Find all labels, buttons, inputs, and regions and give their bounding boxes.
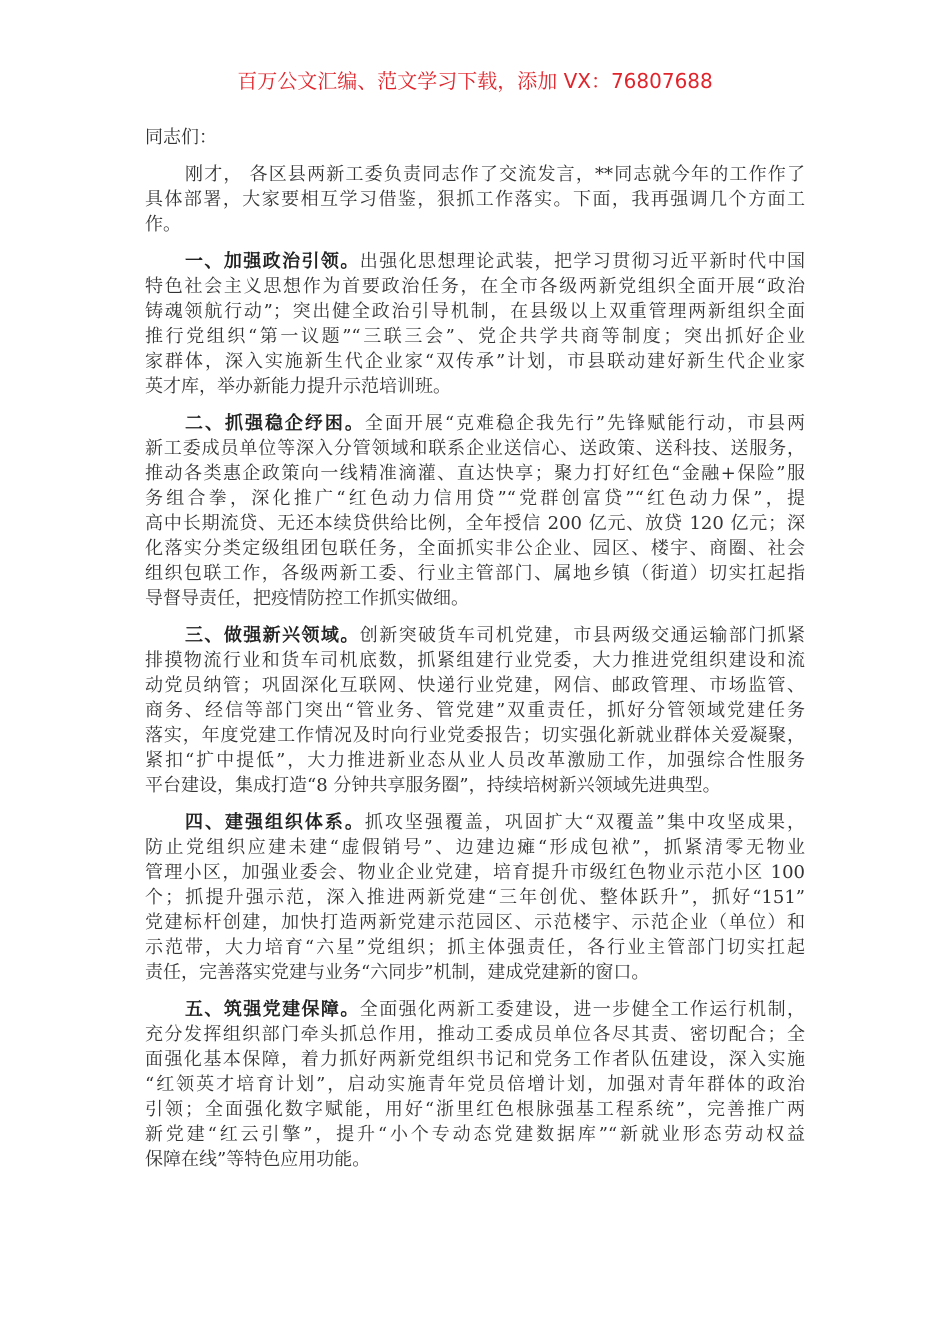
line-text: 英才库，举办新能力提升示范培训班。 bbox=[145, 376, 451, 397]
line-text: 全面开展“克难稳企我先行”先锋赋能行动，市县两 bbox=[364, 413, 806, 434]
line-text: 创新突破货车司机党建，市县两级交通运输部门抓紧 bbox=[359, 625, 806, 646]
line-text: 保障在线”等特色应用功能。 bbox=[145, 1149, 371, 1170]
line-text: 落实，年度党建工作情况及时向行业党委报告；切实强化新就业群体关爱凝聚， bbox=[145, 725, 805, 746]
line-text: 引领；全面强化数字赋能，用好“浙里红色根脉强基工程系统”，完善推广两 bbox=[145, 1099, 805, 1120]
paragraph-line bbox=[145, 860, 805, 885]
line-text: 防止党组织应建未建“虚假销号”、边建边瘫“形成包袱”，抓紧清零无物业 bbox=[145, 837, 805, 858]
paragraph-line bbox=[145, 698, 805, 723]
line-text: 具体部署，大家要相互学习借鉴，狠抓工作落实。下面，我再强调几个方面工 bbox=[145, 189, 805, 210]
paragraph bbox=[145, 411, 805, 611]
paragraph-line bbox=[145, 1097, 805, 1122]
line-text: 出强化思想理论武装，把学习贯彻习近平新时代中国 bbox=[359, 251, 806, 272]
paragraph-line bbox=[145, 249, 805, 274]
paragraph-line bbox=[145, 274, 805, 299]
line-text: 推行党组织“第一议题”“三联三会”、党企共学共商等制度；突出抓好企业 bbox=[145, 326, 805, 347]
paragraph-line bbox=[145, 835, 805, 860]
line-text: 刚才， 各区县两新工委负责同志作了交流发言，**同志就今年的工作作了 bbox=[185, 164, 805, 185]
line-text: 新党建“红云引擎”，提升“小个专动态党建数据库”“新就业形态劳动权益 bbox=[145, 1124, 805, 1145]
paragraph-line bbox=[145, 648, 805, 673]
paragraph-line bbox=[145, 673, 805, 698]
line-text: 全面强化两新工委建设，进一步健全工作运行机制， bbox=[359, 999, 806, 1020]
line-text: 推动各类惠企政策向一线精准滴灌、直达快享；聚力打好红色“金融+保险”服 bbox=[145, 463, 805, 484]
document-body bbox=[145, 125, 805, 1184]
paragraph-line bbox=[145, 586, 805, 611]
line-text: 化落实分类定级组团包联任务，全面抓实非公企业、园区、楼宇、商圈、社会 bbox=[145, 538, 805, 559]
line-text: 高中长期流贷、无还本续贷供给比例，全年授信 200 亿元、放贷 120 亿元；深 bbox=[145, 513, 805, 534]
paragraph-line bbox=[145, 773, 805, 798]
paragraph-line bbox=[145, 561, 805, 586]
section-heading: 三、做强新兴领域。 bbox=[185, 625, 360, 646]
paragraph-line bbox=[145, 935, 805, 960]
paragraph-line bbox=[145, 436, 805, 461]
paragraph-line bbox=[145, 324, 805, 349]
paragraph-line bbox=[145, 162, 805, 187]
line-text: 充分发挥组织部门牵头抓总作用，推动工委成员单位各尽其责、密切配合；全 bbox=[145, 1024, 805, 1045]
paragraph bbox=[145, 162, 805, 237]
paragraph-line bbox=[145, 748, 805, 773]
paragraph-line bbox=[145, 810, 805, 835]
paragraph-line bbox=[145, 536, 805, 561]
line-text: 铸魂领航行动”；突出健全政治引导机制，在县级以上双重管理两新组织全面 bbox=[145, 301, 805, 322]
paragraph-line bbox=[145, 187, 805, 212]
line-text: 家群体，深入实施新生代企业家“双传承”计划，市县联动建好新生代企业家 bbox=[145, 351, 805, 372]
line-text: 排摸物流行业和货车司机底数，抓紧组建行业党委，大力推进党组织建设和流 bbox=[145, 650, 805, 671]
paragraphs bbox=[145, 162, 805, 1172]
paragraph bbox=[145, 997, 805, 1172]
line-text: 示范带，大力培育“六星”党组织；抓主体强责任，各行业主管部门切实扛起 bbox=[145, 937, 805, 958]
paragraph-line bbox=[145, 1047, 805, 1072]
paragraph-line bbox=[145, 349, 805, 374]
paragraph-line bbox=[145, 1147, 805, 1172]
line-text: 商务、经信等部门突出“管业务、管党建”双重责任，抓好分管领域党建任务 bbox=[145, 700, 805, 721]
paragraph-line bbox=[145, 960, 805, 985]
download-banner: 百万公文汇编、范文学习下载，添加 VX：76807688 bbox=[237, 69, 713, 93]
line-text: 特色社会主义思想作为首要政治任务，在全市各级两新党组织全面开展“政治 bbox=[145, 276, 805, 297]
paragraph-line bbox=[145, 299, 805, 324]
line-text: 新工委成员单位等深入分管领域和联系企业送信心、送政策、送科技、送服务， bbox=[145, 438, 805, 459]
greeting: 同志们： bbox=[145, 127, 217, 148]
line-text: 面强化基本保障，着力抓好两新党组织书记和党务工作者队伍建设，深入实施 bbox=[145, 1049, 805, 1070]
line-text: 平台建设，集成打造“8 分钟共享服务圈”，持续培树新兴领域先进典型。 bbox=[145, 775, 721, 796]
line-text: 动党员纳管；巩固深化互联网、快递行业党建，网信、邮政管理、市场监管、 bbox=[145, 675, 805, 696]
line-text: 组织包联工作，各级两新工委、行业主管部门、属地乡镇（街道）切实扛起指 bbox=[145, 563, 805, 584]
section-heading: 一、加强政治引领。 bbox=[185, 251, 360, 272]
paragraph-line bbox=[145, 997, 805, 1022]
paragraph-line bbox=[145, 486, 805, 511]
paragraph-line bbox=[145, 374, 805, 399]
line-text: 责任，完善落实党建与业务“六同步”机制，建成党建新的窗口。 bbox=[145, 962, 650, 983]
section-heading: 五、筑强党建保障。 bbox=[185, 999, 360, 1020]
paragraph-line bbox=[145, 885, 805, 910]
paragraph-line bbox=[145, 910, 805, 935]
line-text: 作。 bbox=[145, 214, 181, 235]
paragraph bbox=[145, 810, 805, 985]
line-text: 导督导责任，把疫情防控工作抓实做细。 bbox=[145, 588, 469, 609]
paragraph-line bbox=[145, 212, 805, 237]
line-text: 紧扣“扩中提低”，大力推进新业态从业人员改革激励工作，加强综合性服务 bbox=[145, 750, 805, 771]
section-heading: 二、抓强稳企纾困。 bbox=[185, 413, 365, 434]
line-text: 党建标杆创建，加快打造两新党建示范园区、示范楼宇、示范企业（单位）和 bbox=[145, 912, 805, 933]
paragraph-line bbox=[145, 461, 805, 486]
line-text: 个；抓提升强示范，深入推进两新党建“三年创优、整体跃升”，抓好“151” bbox=[145, 887, 805, 908]
line-text: 抓攻坚强覆盖，巩固扩大“双覆盖”集中攻坚成果， bbox=[364, 812, 806, 833]
paragraph bbox=[145, 623, 805, 798]
paragraph-line bbox=[145, 1072, 805, 1097]
paragraph-line bbox=[145, 1022, 805, 1047]
paragraph-line bbox=[145, 511, 805, 536]
paragraph-line bbox=[145, 1122, 805, 1147]
line-text: “红领英才培育计划”，启动实施青年党员倍增计划，加强对青年群体的政治 bbox=[145, 1074, 805, 1095]
paragraph-line bbox=[145, 723, 805, 748]
line-text: 务组合拳，深化推广“红色动力信用贷”“党群创富贷”“红色动力保”，提 bbox=[145, 488, 805, 509]
paragraph-line bbox=[145, 623, 805, 648]
paragraph bbox=[145, 249, 805, 399]
line-text: 管理小区，加强业委会、物业企业党建，培育提升市级红色物业示范小区 100 bbox=[145, 862, 805, 883]
section-heading: 四、建强组织体系。 bbox=[185, 812, 365, 833]
paragraph-line bbox=[145, 411, 805, 436]
